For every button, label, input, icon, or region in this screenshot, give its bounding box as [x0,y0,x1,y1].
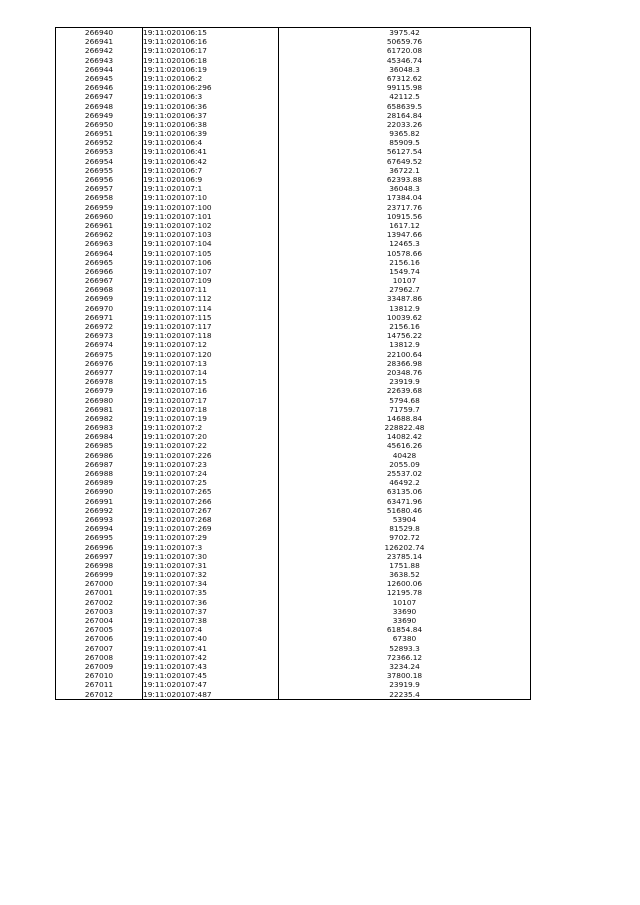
row-number-cell: 266990 [56,487,143,496]
table-row [56,616,531,625]
table-row [56,451,531,460]
value-cell: 46492.2 [279,478,531,487]
row-number-cell: 266983 [56,423,143,432]
value-cell: 33487.86 [279,294,531,303]
cadastral-number-cell: 19:11:020107:105 [143,249,279,258]
row-number-cell: 266981 [56,405,143,414]
table-row [56,377,531,386]
table-row [56,625,531,634]
value-cell: 67649.52 [279,157,531,166]
cadastral-number-cell: 19:11:020107:17 [143,396,279,405]
row-number-cell: 266944 [56,65,143,74]
row-number-cell: 267009 [56,662,143,671]
row-number-cell: 266962 [56,230,143,239]
value-cell: 2156.16 [279,258,531,267]
row-number-cell: 266941 [56,37,143,46]
value-cell: 17384.04 [279,193,531,202]
value-cell: 1617.12 [279,221,531,230]
cadastral-number-cell: 19:11:020106:3 [143,92,279,101]
table-row [56,634,531,643]
cadastral-number-cell: 19:11:020107:4 [143,625,279,634]
row-number-cell: 267008 [56,653,143,662]
row-number-cell: 266973 [56,331,143,340]
value-cell: 63471.96 [279,497,531,506]
cadastral-number-cell: 19:11:020107:269 [143,524,279,533]
value-cell: 3234.24 [279,662,531,671]
value-cell: 27962.7 [279,285,531,294]
row-number-cell: 266940 [56,28,143,38]
cadastral-number-cell: 19:11:020107:34 [143,579,279,588]
value-cell: 71759.7 [279,405,531,414]
cadastral-number-cell: 19:11:020106:18 [143,56,279,65]
cadastral-number-cell: 19:11:020107:41 [143,644,279,653]
table-row [56,83,531,92]
row-number-cell: 266991 [56,497,143,506]
cadastral-number-cell: 19:11:020107:112 [143,294,279,303]
table-row [56,322,531,331]
table-row [56,46,531,55]
cadastral-number-cell: 19:11:020106:42 [143,157,279,166]
value-cell: 36048.3 [279,65,531,74]
row-number-cell: 266942 [56,46,143,55]
value-cell: 23919.9 [279,680,531,689]
table-row [56,552,531,561]
row-number-cell: 266987 [56,460,143,469]
value-cell: 14082.42 [279,432,531,441]
cadastral-number-cell: 19:11:020107:103 [143,230,279,239]
cadastral-number-cell: 19:11:020107:47 [143,680,279,689]
cadastral-number-cell: 19:11:020107:266 [143,497,279,506]
row-number-cell: 267006 [56,634,143,643]
cadastral-number-cell: 19:11:020107:117 [143,322,279,331]
row-number-cell: 266998 [56,561,143,570]
cadastral-number-cell: 19:11:020107:120 [143,350,279,359]
value-cell: 50659.76 [279,37,531,46]
cadastral-number-cell: 19:11:020107:32 [143,570,279,579]
cadastral-number-cell: 19:11:020107:30 [143,552,279,561]
value-cell: 10915.56 [279,212,531,221]
value-cell: 45616.26 [279,441,531,450]
value-cell: 23785.14 [279,552,531,561]
table-row [56,147,531,156]
cadastral-number-cell: 19:11:020107:37 [143,607,279,616]
row-number-cell: 267010 [56,671,143,680]
cadastral-number-cell: 19:11:020107:42 [143,653,279,662]
cadastral-number-cell: 19:11:020107:115 [143,313,279,322]
cadastral-number-cell: 19:11:020107:118 [143,331,279,340]
table-row [56,598,531,607]
table-row [56,304,531,313]
value-cell: 9702.72 [279,533,531,542]
cadastral-number-cell: 19:11:020106:15 [143,28,279,38]
row-number-cell: 266947 [56,92,143,101]
cadastral-number-cell: 19:11:020106:16 [143,37,279,46]
cadastral-number-cell: 19:11:020107:487 [143,690,279,700]
value-cell: 23717.76 [279,203,531,212]
cadastral-number-cell: 19:11:020107:43 [143,662,279,671]
cadastral-number-cell: 19:11:020107:25 [143,478,279,487]
row-number-cell: 266976 [56,359,143,368]
row-number-cell: 266949 [56,111,143,120]
table-row [56,56,531,65]
table-row [56,258,531,267]
row-number-cell: 266969 [56,294,143,303]
table-row [56,331,531,340]
table-row [56,285,531,294]
row-number-cell: 266985 [56,441,143,450]
table-row [56,340,531,349]
row-number-cell: 266970 [56,304,143,313]
table-row [56,515,531,524]
value-cell: 22033.26 [279,120,531,129]
row-number-cell: 266980 [56,396,143,405]
value-cell: 62393.88 [279,175,531,184]
value-cell: 22100.64 [279,350,531,359]
row-number-cell: 267000 [56,579,143,588]
row-number-cell: 266971 [56,313,143,322]
row-number-cell: 266966 [56,267,143,276]
row-number-cell: 266945 [56,74,143,83]
cadastral-number-cell: 19:11:020107:267 [143,506,279,515]
value-cell: 22235.4 [279,690,531,700]
cadastral-number-cell: 19:11:020107:40 [143,634,279,643]
row-number-cell: 266948 [56,102,143,111]
row-number-cell: 266968 [56,285,143,294]
cadastral-number-cell: 19:11:020106:9 [143,175,279,184]
value-cell: 25537.02 [279,469,531,478]
row-number-cell: 266989 [56,478,143,487]
value-cell: 10107 [279,598,531,607]
value-cell: 2055.09 [279,460,531,469]
row-number-cell: 266992 [56,506,143,515]
cadastral-number-cell: 19:11:020107:106 [143,258,279,267]
table-row [56,157,531,166]
cadastral-number-cell: 19:11:020107:11 [143,285,279,294]
row-number-cell: 266979 [56,386,143,395]
cadastral-number-cell: 19:11:020107:22 [143,441,279,450]
cadastral-number-cell: 19:11:020106:7 [143,166,279,175]
cadastral-number-cell: 19:11:020107:102 [143,221,279,230]
value-cell: 33690 [279,616,531,625]
value-cell: 13812.9 [279,304,531,313]
table-row [56,276,531,285]
row-number-cell: 267007 [56,644,143,653]
cadastral-value-table [55,27,531,700]
row-number-cell: 266952 [56,138,143,147]
cadastral-number-cell: 19:11:020107:29 [143,533,279,542]
table-row [56,690,531,700]
row-number-cell: 266974 [56,340,143,349]
cadastral-number-cell: 19:11:020107:100 [143,203,279,212]
cadastral-number-cell: 19:11:020107:14 [143,368,279,377]
cadastral-number-cell: 19:11:020107:12 [143,340,279,349]
row-number-cell: 266975 [56,350,143,359]
row-number-cell: 266956 [56,175,143,184]
cadastral-number-cell: 19:11:020107:265 [143,487,279,496]
table-row [56,221,531,230]
cadastral-number-cell: 19:11:020107:45 [143,671,279,680]
row-number-cell: 267001 [56,588,143,597]
value-cell: 20348.76 [279,368,531,377]
cadastral-number-cell: 19:11:020107:268 [143,515,279,524]
table-row [56,497,531,506]
value-cell: 63135.06 [279,487,531,496]
table-row [56,533,531,542]
value-cell: 10578.66 [279,249,531,258]
cadastral-number-cell: 19:11:020107:226 [143,451,279,460]
row-number-cell: 266951 [56,129,143,138]
table-row [56,432,531,441]
table-row [56,524,531,533]
table-row [56,405,531,414]
table-row [56,662,531,671]
cadastral-number-cell: 19:11:020106:41 [143,147,279,156]
value-cell: 12195.78 [279,588,531,597]
cadastral-number-cell: 19:11:020106:39 [143,129,279,138]
row-number-cell: 266954 [56,157,143,166]
cadastral-number-cell: 19:11:020106:37 [143,111,279,120]
value-cell: 33690 [279,607,531,616]
table-row [56,28,531,38]
value-cell: 2156.16 [279,322,531,331]
table-row [56,184,531,193]
cadastral-number-cell: 19:11:020107:114 [143,304,279,313]
row-number-cell: 266963 [56,239,143,248]
value-cell: 13812.9 [279,340,531,349]
table-row [56,37,531,46]
table-row [56,423,531,432]
table-row [56,368,531,377]
table-row [56,561,531,570]
cadastral-number-cell: 19:11:020107:3 [143,543,279,552]
table-row [56,588,531,597]
value-cell: 3638.52 [279,570,531,579]
table-row [56,359,531,368]
table-row [56,386,531,395]
table-row [56,570,531,579]
value-cell: 56127.54 [279,147,531,156]
cadastral-number-cell: 19:11:020107:15 [143,377,279,386]
row-number-cell: 266961 [56,221,143,230]
value-cell: 67312.62 [279,74,531,83]
value-cell: 10039.62 [279,313,531,322]
row-number-cell: 266999 [56,570,143,579]
table-row [56,230,531,239]
value-cell: 52893.3 [279,644,531,653]
table-row [56,294,531,303]
row-number-cell: 266953 [56,147,143,156]
cadastral-number-cell: 19:11:020106:296 [143,83,279,92]
cadastral-number-cell: 19:11:020107:23 [143,460,279,469]
value-cell: 9365.82 [279,129,531,138]
value-cell: 13947.66 [279,230,531,239]
value-cell: 72366.12 [279,653,531,662]
value-cell: 3975.42 [279,28,531,38]
table-row [56,680,531,689]
value-cell: 67380 [279,634,531,643]
row-number-cell: 267004 [56,616,143,625]
table-row [56,350,531,359]
table-row [56,414,531,423]
row-number-cell: 266972 [56,322,143,331]
value-cell: 10107 [279,276,531,285]
cadastral-number-cell: 19:11:020106:36 [143,102,279,111]
row-number-cell: 266996 [56,543,143,552]
value-cell: 28366.98 [279,359,531,368]
cadastral-number-cell: 19:11:020107:10 [143,193,279,202]
row-number-cell: 266988 [56,469,143,478]
value-cell: 81529.8 [279,524,531,533]
cadastral-number-cell: 19:11:020106:17 [143,46,279,55]
value-cell: 228822.48 [279,423,531,432]
cadastral-number-cell: 19:11:020107:38 [143,616,279,625]
table-row [56,607,531,616]
row-number-cell: 267003 [56,607,143,616]
table-row [56,212,531,221]
cadastral-number-cell: 19:11:020107:19 [143,414,279,423]
table-row [56,267,531,276]
value-cell: 5794.68 [279,396,531,405]
table-row [56,469,531,478]
cadastral-number-cell: 19:11:020107:36 [143,598,279,607]
cadastral-number-cell: 19:11:020107:101 [143,212,279,221]
cadastral-number-cell: 19:11:020107:104 [143,239,279,248]
row-number-cell: 267012 [56,690,143,700]
table-row [56,644,531,653]
cadastral-number-cell: 19:11:020107:2 [143,423,279,432]
table-row [56,396,531,405]
table-body [56,28,531,700]
value-cell: 42112.5 [279,92,531,101]
row-number-cell: 266986 [56,451,143,460]
cadastral-number-cell: 19:11:020107:1 [143,184,279,193]
cadastral-number-cell: 19:11:020107:107 [143,267,279,276]
cadastral-number-cell: 19:11:020106:19 [143,65,279,74]
value-cell: 22639.68 [279,386,531,395]
row-number-cell: 266993 [56,515,143,524]
row-number-cell: 266958 [56,193,143,202]
value-cell: 36722.1 [279,166,531,175]
value-cell: 1549.74 [279,267,531,276]
table-row [56,102,531,111]
value-cell: 1751.88 [279,561,531,570]
row-number-cell: 267005 [56,625,143,634]
table-row [56,671,531,680]
table-row [56,120,531,129]
table-row [56,506,531,515]
table-row [56,478,531,487]
value-cell: 658639.5 [279,102,531,111]
cadastral-number-cell: 19:11:020106:4 [143,138,279,147]
cadastral-number-cell: 19:11:020107:109 [143,276,279,285]
table-row [56,129,531,138]
value-cell: 45346.74 [279,56,531,65]
value-cell: 14756.22 [279,331,531,340]
row-number-cell: 266967 [56,276,143,285]
table-row [56,579,531,588]
cadastral-number-cell: 19:11:020106:2 [143,74,279,83]
row-number-cell: 266943 [56,56,143,65]
row-number-cell: 267002 [56,598,143,607]
cadastral-number-cell: 19:11:020107:31 [143,561,279,570]
row-number-cell: 266982 [56,414,143,423]
row-number-cell: 266978 [56,377,143,386]
table-row [56,653,531,662]
value-cell: 37800.18 [279,671,531,680]
value-cell: 61854.84 [279,625,531,634]
value-cell: 99115.98 [279,83,531,92]
row-number-cell: 266950 [56,120,143,129]
table-row [56,203,531,212]
cadastral-number-cell: 19:11:020107:24 [143,469,279,478]
value-cell: 12465.3 [279,239,531,248]
row-number-cell: 266946 [56,83,143,92]
value-cell: 85909.5 [279,138,531,147]
table-row [56,441,531,450]
table-row [56,313,531,322]
table-row [56,543,531,552]
table-row [56,460,531,469]
value-cell: 51680.46 [279,506,531,515]
row-number-cell: 266965 [56,258,143,267]
table-row [56,166,531,175]
row-number-cell: 266957 [56,184,143,193]
table-row [56,138,531,147]
table-row [56,239,531,248]
row-number-cell: 266997 [56,552,143,561]
value-cell: 61720.08 [279,46,531,55]
cadastral-number-cell: 19:11:020107:16 [143,386,279,395]
table-row [56,487,531,496]
cadastral-number-cell: 19:11:020107:20 [143,432,279,441]
value-cell: 14688.84 [279,414,531,423]
cadastral-number-cell: 19:11:020107:35 [143,588,279,597]
value-cell: 126202.74 [279,543,531,552]
row-number-cell: 266995 [56,533,143,542]
value-cell: 36048.3 [279,184,531,193]
value-cell: 12600.06 [279,579,531,588]
table-row [56,249,531,258]
cadastral-number-cell: 19:11:020107:18 [143,405,279,414]
cadastral-number-cell: 19:11:020106:38 [143,120,279,129]
table-row [56,111,531,120]
row-number-cell: 266960 [56,212,143,221]
row-number-cell: 266959 [56,203,143,212]
row-number-cell: 266977 [56,368,143,377]
row-number-cell: 266984 [56,432,143,441]
table-row [56,74,531,83]
table-row [56,193,531,202]
value-cell: 23919.9 [279,377,531,386]
cadastral-number-cell: 19:11:020107:13 [143,359,279,368]
row-number-cell: 266994 [56,524,143,533]
row-number-cell: 266955 [56,166,143,175]
table-row [56,65,531,74]
table-row [56,175,531,184]
value-cell: 53904 [279,515,531,524]
row-number-cell: 267011 [56,680,143,689]
row-number-cell: 266964 [56,249,143,258]
value-cell: 28164.84 [279,111,531,120]
value-cell: 40428 [279,451,531,460]
table-row [56,92,531,101]
